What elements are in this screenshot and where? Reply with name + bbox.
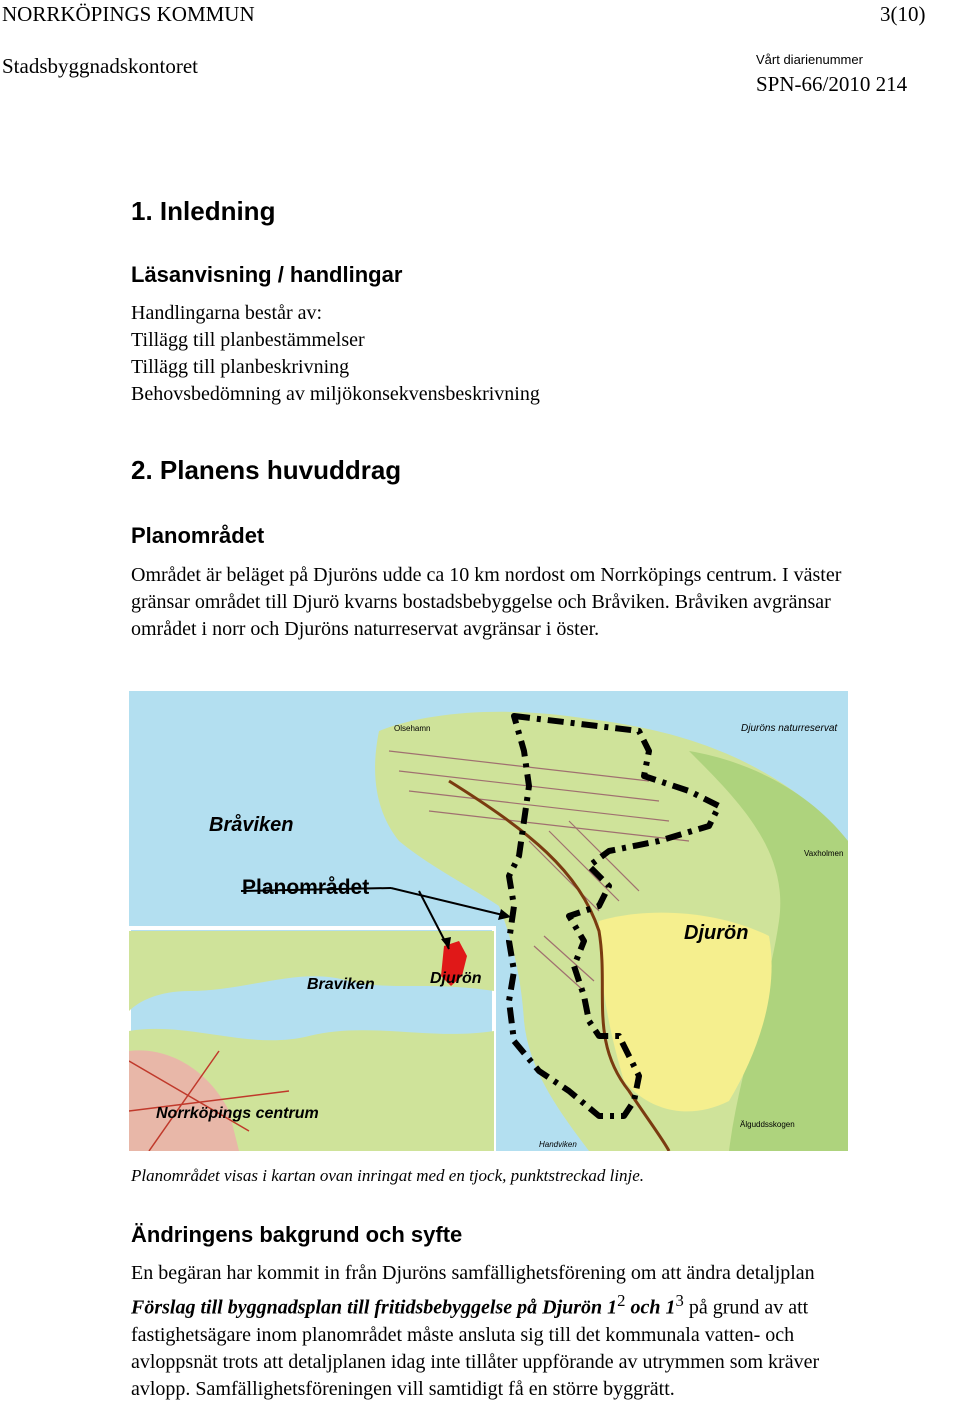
plan-sup-b: 3 (675, 1291, 684, 1310)
list-item: Tillägg till planbeskrivning (131, 356, 350, 378)
label-inset-centrum: Norrköpings centrum (156, 1105, 319, 1122)
list-item: Behovsbedömning av miljökonsekvensbeskrivning (131, 383, 540, 405)
label-olsehamn: Olsehamn (394, 724, 431, 733)
list-item: Tillägg till planbestämmelser (131, 329, 365, 351)
label-inset-djuron: Djurön (430, 970, 482, 987)
map-caption: Planområdet visas i kartan ovan inringat med en tjock, punktstreckad linje. (131, 1166, 645, 1185)
section-3-subheading: Ändringens bakgrund och syfte (131, 1222, 463, 1247)
page-number: 3(10) (880, 2, 926, 26)
documents-list (131, 300, 540, 408)
plan-area-map (129, 691, 848, 1151)
plan-sup-a: 2 (617, 1291, 626, 1310)
section-1-subheading: Läsanvisning / handlingar (131, 262, 403, 287)
label-algudd: Älguddsskogen (740, 1120, 795, 1129)
paragraph-end: på grund av att fastighetsägare inom planområdet måste ansluta sig till det kommunala vatten- och avloppsnät trots att detaljplanen idag inte tillåter uppförande av utrymmen som kräver avlopp. Samfällighetsföreningen vill samtidigt få en större byggrätt. (131, 1296, 820, 1400)
label-handviken: Handviken (539, 1140, 577, 1149)
diarie-number: SPN-66/2010 214 (756, 72, 908, 96)
header-department: Stadsbyggnadskontoret (2, 54, 198, 78)
label-djuron: Djurön (684, 922, 749, 944)
plan-title-a: Förslag till byggnadsplan till fritidsbebyggelse på Djurön 1 (131, 1296, 618, 1319)
header-organization: NORRKÖPINGS KOMMUN (2, 2, 255, 26)
diarie-label: Vårt diarienummer (756, 52, 863, 67)
background-paragraph (131, 1260, 871, 1403)
section-1-heading: 1. Inledning (131, 196, 276, 226)
plan-title-b: och 1 (625, 1296, 676, 1319)
label-reserve: Djuröns naturreservat (741, 723, 838, 734)
label-planomradet: Planområdet (242, 876, 370, 899)
map-graphic (129, 691, 848, 1151)
list-item: Handlingarna består av: (131, 302, 323, 324)
label-inset-braviken: Braviken (307, 976, 375, 993)
plan-area-paragraph: Området är beläget på Djuröns udde ca 10 km nordost om Norrköpings centrum. I väster gränsar området till Djurö kvarns bostadsbebyggelse och Bråviken. Bråviken avgränsar området i norr och Djuröns naturreservat avgränsar i öster. (131, 564, 842, 640)
section-2-heading: 2. Planens huvuddrag (131, 455, 402, 485)
label-braviken: Bråviken (209, 814, 294, 836)
label-vaxholmen: Vaxholmen (804, 849, 844, 858)
paragraph-start: En begäran har kommit in från Djuröns samfällighetsförening om att ändra detaljplan (131, 1262, 815, 1284)
section-2-subheading: Planområdet (131, 523, 265, 548)
